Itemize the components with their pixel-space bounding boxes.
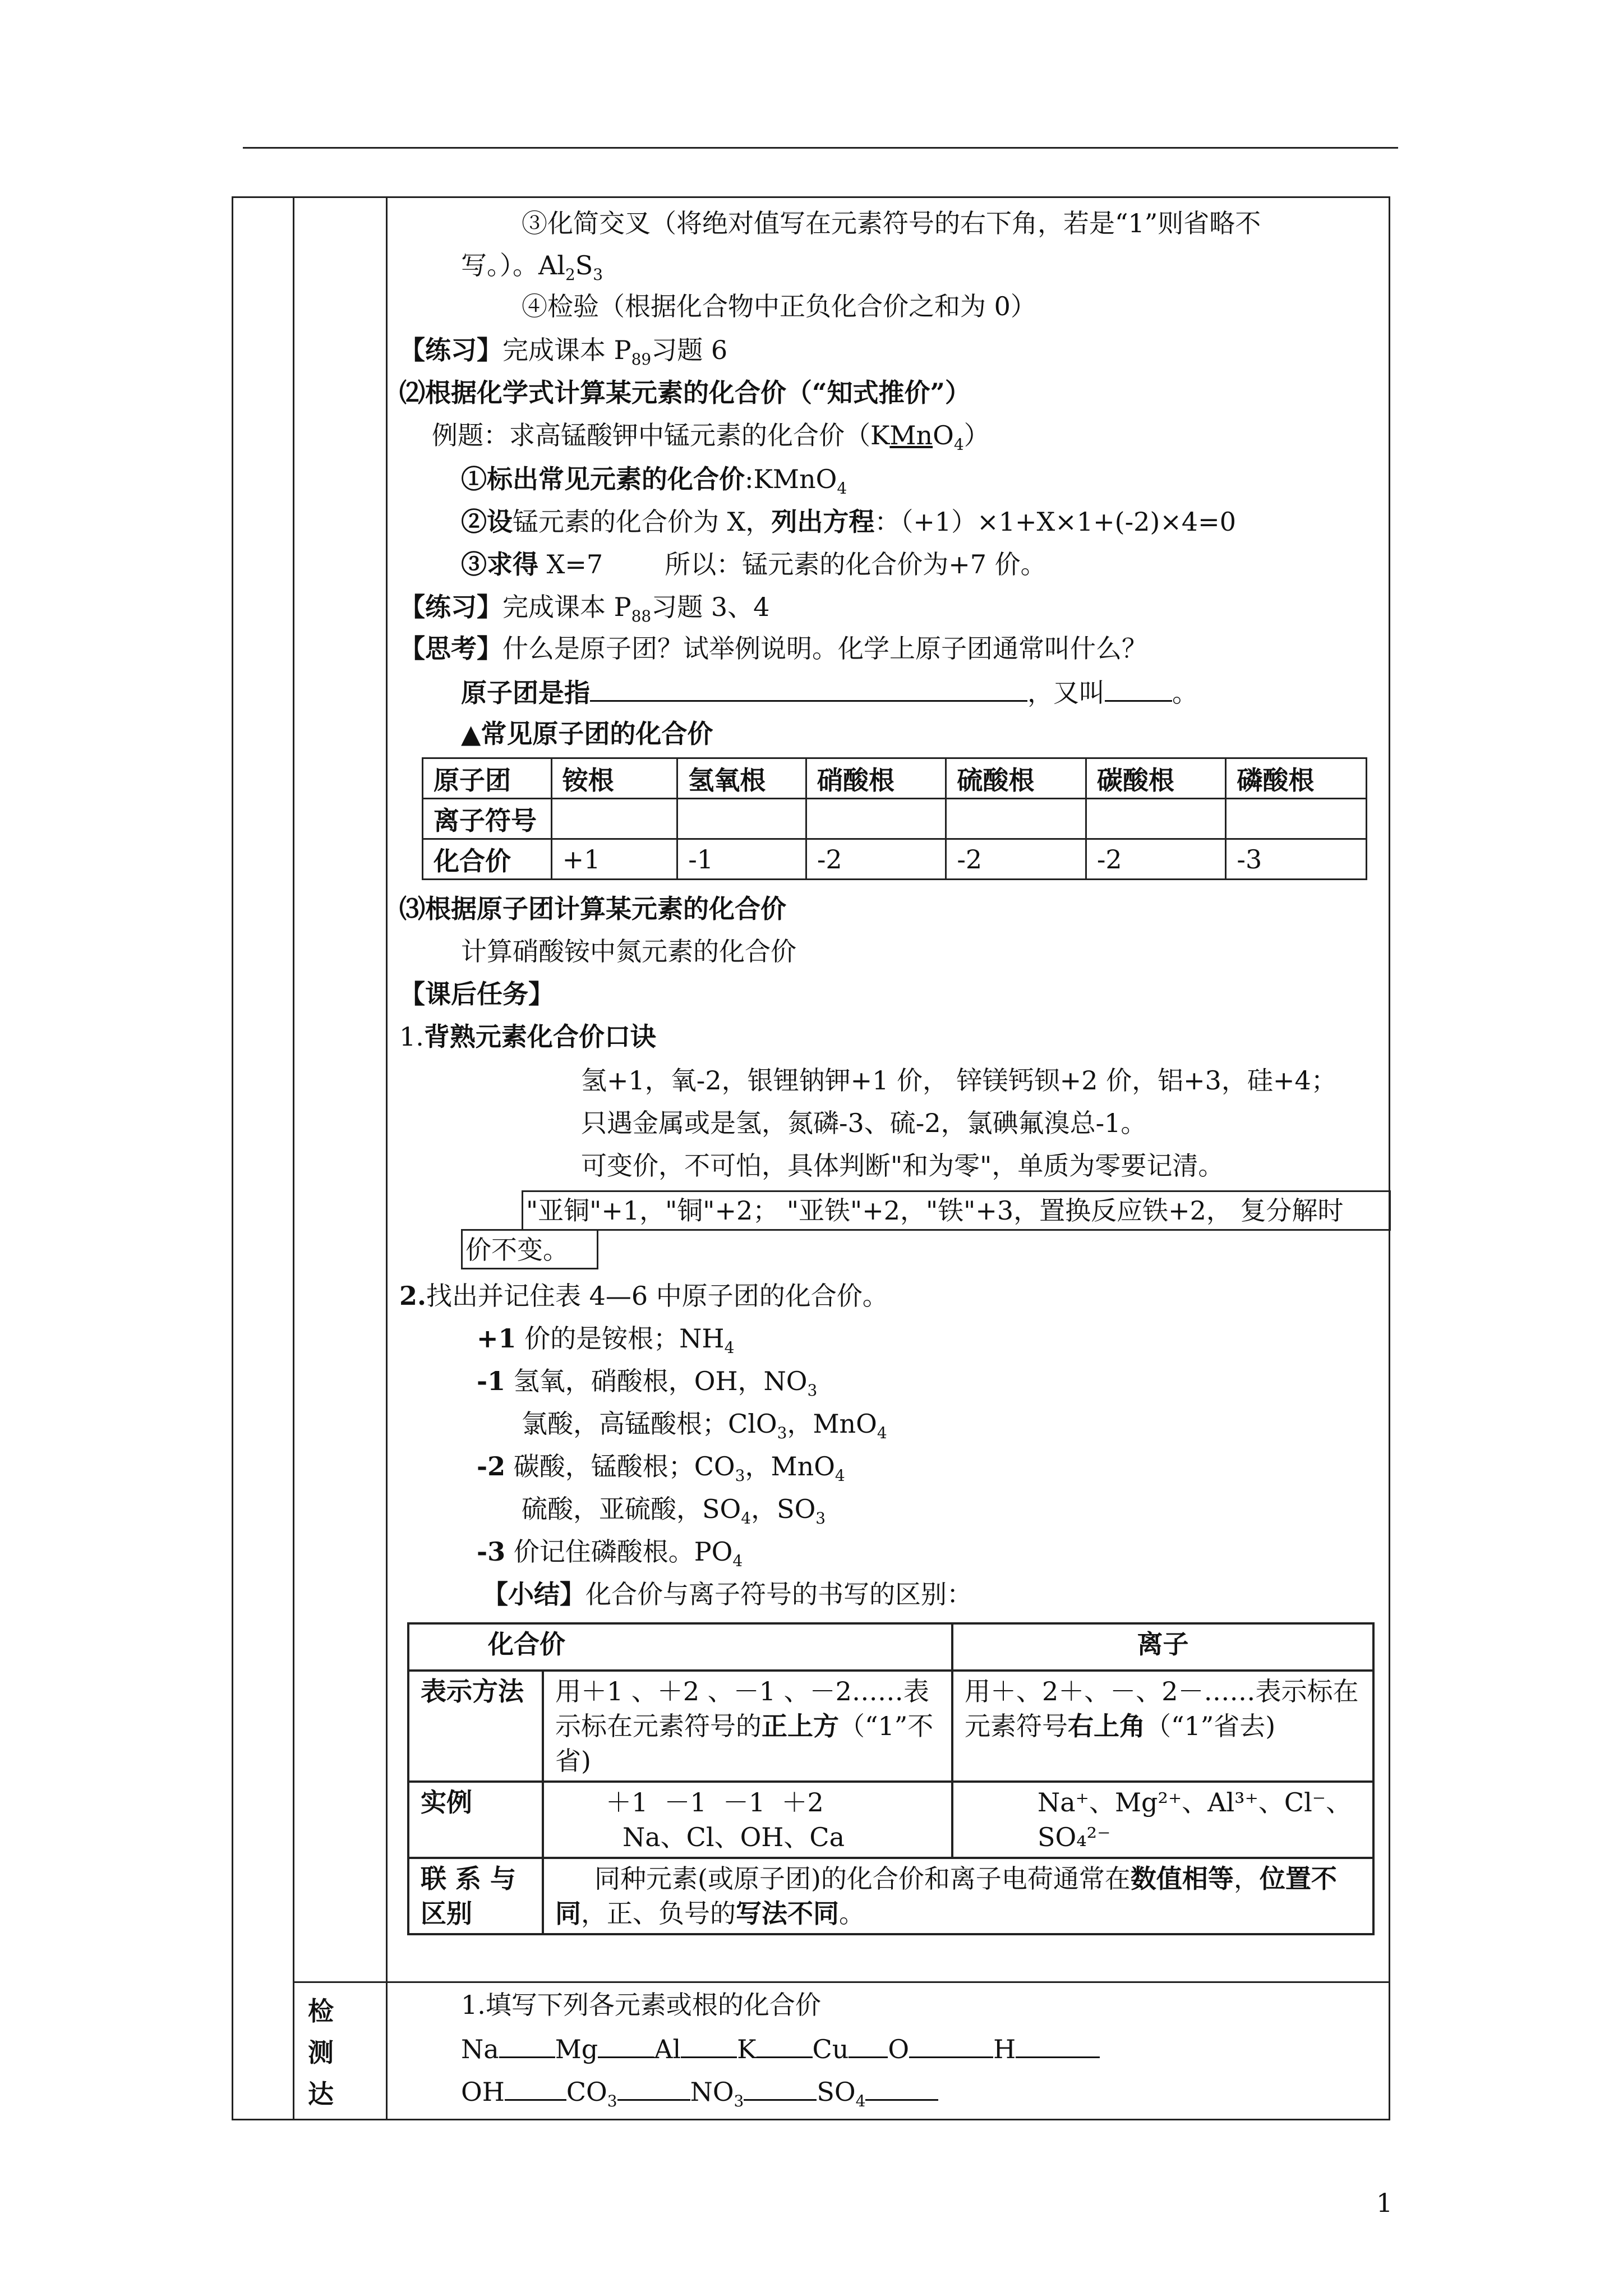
fill-blank[interactable] <box>849 2032 888 2058</box>
row-label: 实例 <box>408 1782 543 1858</box>
section3-title: ⑶根据原子团计算某元素的化合价 <box>399 894 786 924</box>
row-label: 联 系 与 区别 <box>408 1858 543 1934</box>
exercise2: 【练习】完成课本 $P_{88}$习题 3、4 <box>399 592 770 625</box>
valence-minus3: -3 价记住磷酸根。$PO_4$ <box>477 1536 743 1570</box>
valence-plus1: +1 价的是铵根；$NH_4$ <box>477 1323 735 1357</box>
fill-blank[interactable] <box>1016 2032 1100 2058</box>
fill-blank[interactable] <box>598 2032 654 2058</box>
fill-blank[interactable] <box>617 2074 690 2101</box>
valence-cell: -1 <box>677 839 806 880</box>
think-question: 【思考】什么是原子团？试举例说明。化学上原子团通常叫什么？ <box>399 633 1147 664</box>
side-char: 测 <box>308 2037 334 2068</box>
valence-cell: -3 <box>1226 839 1367 880</box>
step3-line2: 写。）。$Al_2S_3$ <box>461 250 603 284</box>
ion-example: Na⁺、Mg²⁺、Al³⁺、Cl⁻、SO₄²⁻ <box>952 1782 1373 1858</box>
valence-minus2-a: -2 碳酸，锰酸根；$CO_3$，MnO$_4$ <box>477 1451 845 1485</box>
valence-cell: +1 <box>551 839 677 880</box>
section2-step3: ③求得 X=7 所以：锰元素的化合价为+7 价。 <box>461 549 1046 579</box>
fill-blank[interactable] <box>865 2074 938 2101</box>
valence-minus1-a: -1 氢氧，硝酸根，OH，$NO_3$ <box>477 1366 818 1400</box>
boxed-rhyme-line-2: 价不变。 <box>465 1235 569 1265</box>
header-ion: 离子 <box>952 1623 1373 1671</box>
valence-cell: -2 <box>1086 839 1226 880</box>
think-answer-line: 原子团是指 ，又叫 。 <box>461 675 1198 708</box>
rhyme-line-3: 可变价，不可怕，具体判断"和为零"，单质为零要记清。 <box>581 1151 1224 1181</box>
test-row-1: Na Mg Al K Cu O H <box>461 2032 1100 2065</box>
test-title: 1.填写下列各元素或根的化合价 <box>461 1990 821 2020</box>
page-number: 1 <box>1376 2188 1393 2218</box>
ion-symbol-cell[interactable] <box>806 799 946 839</box>
header-cell: 原子团 <box>423 758 552 799</box>
header-cell: 磷酸根 <box>1226 758 1367 799</box>
ion-symbol-cell[interactable] <box>677 799 806 839</box>
common-groups-title: ▲常见原子团的化合价 <box>461 719 713 749</box>
fill-blank[interactable] <box>505 2074 566 2101</box>
relation-text: 同种元素(或原子团)的化合价和离子电荷通常在数值相等，位置不同，正、负号的写法不同。 <box>543 1858 1373 1934</box>
summary-line: 【小结】化合价与离子符号的书写的区别： <box>482 1579 972 1609</box>
section2-step2: ②设锰元素的化合价为 X，列出方程：（+1）×1+X×1+(-2)×4=0 <box>461 507 1236 537</box>
test-row-2: OH $CO_3$ $NO_3$ $SO_4$ <box>461 2074 938 2108</box>
valence-vs-ion-table <box>407 1622 1375 1935</box>
side-char: 达 <box>308 2079 334 2109</box>
header-cell: 氢氧根 <box>677 758 806 799</box>
fill-blank[interactable] <box>757 2032 813 2058</box>
task2: 2.找出并记住表 4—6 中原子团的化合价。 <box>399 1281 888 1311</box>
valence-example: ＋1 －1 －1 ＋2 Na、Cl、OH、Ca <box>543 1782 952 1858</box>
ion-method: 用＋、2＋、－、2－……表示标在元素符号右上角（“1”省去) <box>952 1671 1373 1782</box>
fill-blank[interactable] <box>681 2032 737 2058</box>
row-divider <box>293 1981 1390 1983</box>
header-valence: 化合价 <box>408 1623 952 1671</box>
section-label-test <box>298 1990 343 2115</box>
step4-line: ④检验（根据化合物中正负化合价之和为 0） <box>522 291 1036 321</box>
ion-symbol-cell[interactable] <box>551 799 677 839</box>
ion-symbol-cell[interactable] <box>946 799 1086 839</box>
header-cell: 铵根 <box>551 758 677 799</box>
rhyme-line-2: 只遇金属或是氢，氮磷-3、硫-2，氯碘氟溴总-1。 <box>581 1108 1147 1138</box>
section2-title: ⑵根据化学式计算某元素的化合价（“知式推价”） <box>399 378 971 408</box>
column-divider-1 <box>293 196 294 2120</box>
row-label: 表示方法 <box>408 1671 543 1782</box>
fill-blank[interactable] <box>744 2074 817 2101</box>
side-char: 检 <box>308 1996 334 2026</box>
step3-line1: ③化简交叉（将绝对值写在元素符号的右下角，若是“1”则省略不 <box>522 208 1261 238</box>
boxed-rhyme-line-1: "亚铜"+1，"铜"+2； "亚铁"+2，"铁"+3，置换反应铁+2， 复分解时 <box>526 1195 1344 1226</box>
exercise1: 【练习】完成课本 $P_{89}$习题 6 <box>399 335 728 369</box>
section2-step1: ①标出常见元素的化合价:KMnO$_4$ <box>461 464 847 498</box>
row-label: 化合价 <box>423 839 552 880</box>
answer-blank-1[interactable] <box>590 675 1027 702</box>
after-class-title: 【课后任务】 <box>399 979 554 1009</box>
header-rule <box>243 147 1398 149</box>
ion-symbol-cell[interactable] <box>1086 799 1226 839</box>
column-divider-2 <box>386 196 388 2120</box>
fill-blank[interactable] <box>499 2032 555 2058</box>
valence-minus2-b: 硫酸，亚硫酸，$SO_4$，$SO_3$ <box>522 1494 826 1527</box>
valence-minus1-b: 氯酸，高锰酸根；ClO$_3$，MnO$_4$ <box>522 1409 887 1442</box>
header-cell: 硫酸根 <box>946 758 1086 799</box>
answer-blank-2[interactable] <box>1105 675 1172 702</box>
row-label: 离子符号 <box>423 799 552 839</box>
valence-cell: -2 <box>946 839 1086 880</box>
header-cell: 碳酸根 <box>1086 758 1226 799</box>
ion-symbol-cell[interactable] <box>1226 799 1367 839</box>
rhyme-line-1: 氢+1，氧-2，银锂钠钾+1 价， 锌镁钙钡+2 价，铝+3，硅+4； <box>581 1065 1337 1096</box>
fill-blank[interactable] <box>909 2032 993 2058</box>
section3-text: 计算硝酸铵中氮元素的化合价 <box>461 936 796 967</box>
task1: 1.背熟元素化合价口诀 <box>399 1022 656 1052</box>
valence-cell: -2 <box>806 839 946 880</box>
valence-method: 用＋1 、＋2 、－1 、－2……表示标在元素符号的正上方（“1”不省) <box>543 1671 952 1782</box>
section2-example: 例题：求高锰酸钾中锰元素的化合价（KMnO$_4$） <box>432 420 990 454</box>
atomic-group-table <box>422 757 1367 880</box>
header-cell: 硝酸根 <box>806 758 946 799</box>
